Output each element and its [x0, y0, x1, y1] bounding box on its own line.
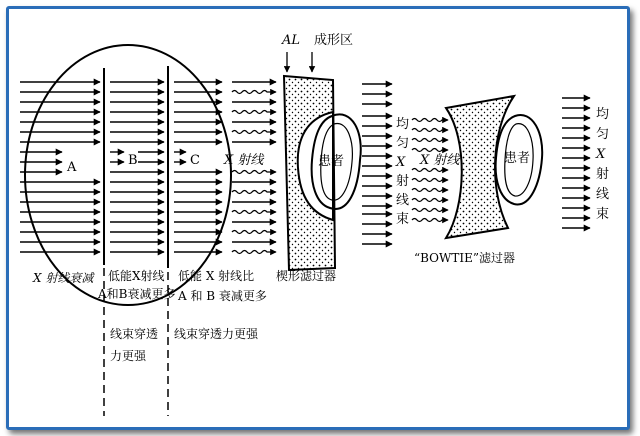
pre-bowtie-wavy-arrow — [412, 189, 448, 192]
zone-c-label: C — [190, 153, 200, 168]
caption-wedge-filter: 楔形滤过器 — [276, 269, 337, 283]
caption-penetration-1a: 线束穿透 — [110, 327, 159, 341]
caption-low-energy-2b: A 和 B 衰减更多 — [178, 289, 267, 303]
caption-low-energy-2a: 低能 X 射线比 — [178, 269, 255, 283]
forming-zone-label: 成形区 — [314, 33, 354, 48]
right-uniform-xray-vertical-char: 线 — [596, 187, 610, 202]
caption-low-energy-1b: A和B衰减更多 — [98, 287, 176, 301]
pre-bowtie-wavy-arrow — [412, 139, 448, 142]
low-energy-wavy-arrow — [232, 131, 276, 134]
uniform-xray-vertical-char: 射 — [396, 174, 410, 189]
uniform-xray-vertical-char: X — [396, 155, 406, 170]
right-uniform-xray-vertical-label — [595, 107, 609, 222]
uniform-xray-vertical-char: 匀 — [396, 136, 410, 151]
right-uniform-xray-vertical-char: 束 — [596, 207, 610, 222]
right-uniform-xray-vertical-char: 均 — [596, 107, 610, 122]
pre-bowtie-wavy-arrow — [412, 209, 448, 212]
patient-2-label: 患者 — [504, 151, 531, 166]
zone-b-label: B — [128, 153, 138, 168]
caption-penetration-2: 线束穿透力更强 — [174, 327, 259, 341]
pre-bowtie-wavy-arrow — [412, 169, 448, 172]
caption-penetration-1b: 力更强 — [110, 349, 147, 363]
low-energy-wavy-arrow — [232, 111, 276, 114]
attenuating-object-ellipse — [25, 45, 231, 305]
uniform-xray-vertical-char: 线 — [396, 193, 410, 208]
right-uniform-xray-vertical-char: 射 — [596, 167, 610, 182]
al-label: AL — [282, 33, 301, 48]
pre-bowtie-wavy-arrows — [412, 119, 448, 222]
pre-bowtie-wavy-arrow — [412, 119, 448, 122]
uniform-xray-vertical-char: 束 — [396, 212, 410, 227]
pre-bowtie-wavy-arrow — [412, 129, 448, 132]
caption-attenuation: X 射线衰减 — [33, 271, 94, 285]
pre-bowtie-wavy-arrow — [412, 219, 448, 222]
incident-xray-arrows — [20, 82, 100, 252]
pre-bowtie-wavy-arrow — [412, 179, 448, 182]
patient-1-label: 患者 — [318, 154, 345, 169]
pre-bowtie-wavy-arrow — [412, 149, 448, 152]
uniform-xray-vertical-label — [395, 117, 409, 227]
low-energy-wavy-arrow — [232, 191, 276, 194]
right-uniform-xray-vertical-char: X — [596, 147, 606, 162]
right-uniform-xray-vertical-char: 匀 — [596, 127, 610, 142]
caption-low-energy-1a: 低能X射线 — [108, 269, 165, 283]
post-wedge-xray-arrows — [362, 84, 392, 244]
xray-after-zone-c-label: X 射线 — [224, 153, 264, 168]
pre-bowtie-wavy-arrow — [412, 199, 448, 202]
low-energy-wavy-arrow — [232, 211, 276, 214]
transmitted-xray-arrows — [110, 82, 222, 252]
uniform-xray-vertical-char: 均 — [396, 117, 410, 132]
low-energy-wavy-arrow — [232, 231, 276, 234]
low-energy-wavy-arrow — [232, 251, 276, 254]
exit-uniform-arrows — [562, 98, 590, 228]
bowtie-xray-label: X 射线 — [420, 153, 460, 168]
bowtie-filter-label: “BOWTIE”滤过器 — [414, 251, 515, 265]
low-energy-wavy-arrow — [232, 91, 276, 94]
low-energy-wavy-arrow — [232, 171, 276, 174]
zone-a-label: A — [67, 160, 77, 175]
